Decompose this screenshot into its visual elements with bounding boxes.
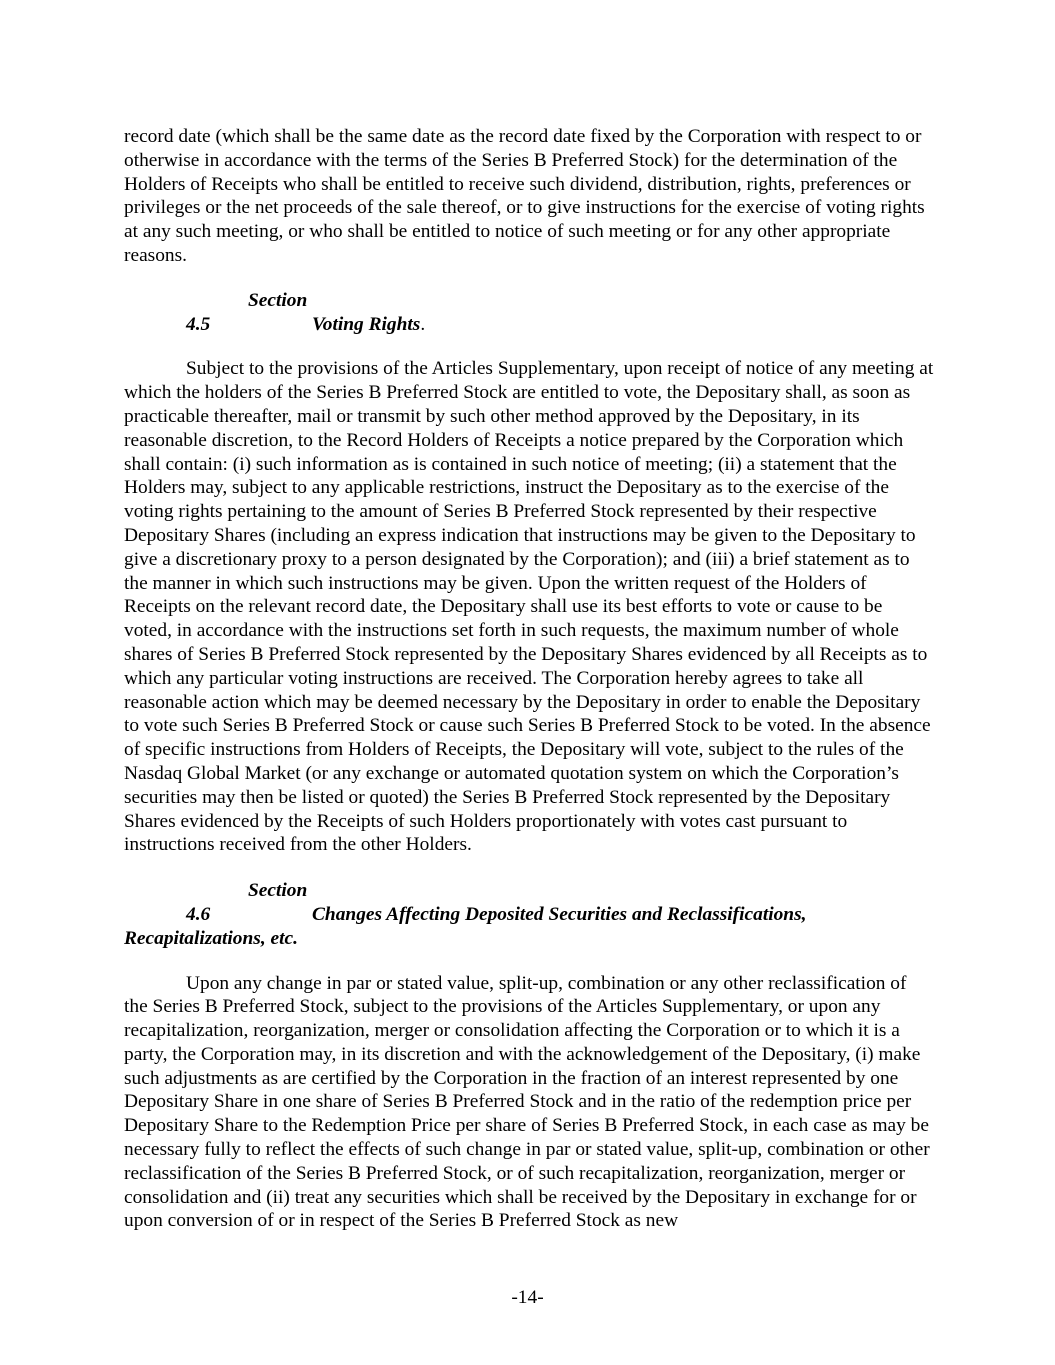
- page-body: [124, 125, 934, 1233]
- page-number: -14-: [511, 1287, 544, 1308]
- paragraph-voting-rights: Subject to the provisions of the Articles Supplementary, upon receipt of notice of any meeting at which the holders of the Series B Preferred Stock are entitled to vote, the Depositary shall, as soon as practicable thereafter, mail or transmit by such other method approved by the Depositary, in its reasonable discretion, to the Record Holders of Receipts a notice prepared by the Corporation which shall contain: (i) such information as is contained in such notice of meeting; (ii) a statement that the Holders may, subject to any applicable restrictions, instruct the Depositary as to the exercise of the voting rights pertaining to the amount of Series B Preferred Stock represented by their respective Depositary Shares (including an express indication that instructions may be given to the Depositary to give a discretionary proxy to a person designated by the Corporation); and (iii) a brief statement as to the manner in which such instructions may be given. Upon the written request of the Holders of Receipts on the relevant record date, the Depositary shall use its best efforts to vote or cause to be voted, in accordance with the instructions set forth in such requests, the maximum number of whole shares of Series B Preferred Stock represented by the Depositary Shares evidenced by all Receipts as to which any particular voting instructions are received. The Corporation hereby agrees to take all reasonable action which may be deemed necessary by the Depositary in order to enable the Depositary to vote such Series B Preferred Stock or cause such Series B Preferred Stock to be voted. In the absence of specific instructions from Holders of Receipts, the Depositary will vote, subject to the rules of the Nasdaq Global Market (or any exchange or automated quotation system on which the Corporation’s securities may then be listed or quoted) the Series B Preferred Stock represented by the Depositary Shares evidenced by the Receipts of such Holders proportionately with votes cast pursuant to instructions received from the other Holders.: [124, 358, 934, 856]
- section-title-suffix: .: [420, 313, 426, 335]
- section-number: Section 4.6: [186, 880, 308, 925]
- section-title: Voting Rights: [312, 313, 421, 335]
- section-4-5-heading: [124, 289, 934, 337]
- section-number: Section 4.5: [186, 289, 308, 335]
- section-title: Changes Affecting Deposited Securities and Reclassifications, Recapitalizations, etc.: [124, 903, 807, 949]
- paragraph-record-date: record date (which shall be the same date as the record date fixed by the Corporation with respect to or otherwise in accordance with the terms of the Series B Preferred Stock) for the determination of the Holders of Receipts who shall be entitled to receive such dividend, distribution, rights, preferences or privileges or the net proceeds of the sale thereof, or to give instructions for the exercise of voting rights at any such meeting, or who shall be entitled to notice of such meeting or for any other appropriate reasons.: [124, 126, 925, 266]
- paragraph-changes-affecting-securities: Upon any change in par or stated value, split-up, combination or any other reclassification of the Series B Preferred Stock, subject to the provisions of the Articles Supplementary, or upon any recapitalization, reorganization, merger or consolidation affecting the Corporation or to which it is a party, the Corporation may, in its discretion and with the acknowledgement of the Depositary, (i) make such adjustments as are certified by the Corporation in the fraction of an interest represented by one Depositary Share in one share of Series B Preferred Stock and in the ratio of the redemption price per Depositary Share to the Redemption Price per share of Series B Preferred Stock, in each case as may be necessary fully to reflect the effects of such change in par or stated value, split-up, combination or other reclassification of the Series B Preferred Stock, or of such recapitalization, reorganization, merger or consolidation and (ii) treat any securities which shall be received by the Depositary in exchange for or upon conversion of or in respect of the Series B Preferred Stock as new: [124, 972, 930, 1232]
- section-4-6-heading: [124, 879, 934, 950]
